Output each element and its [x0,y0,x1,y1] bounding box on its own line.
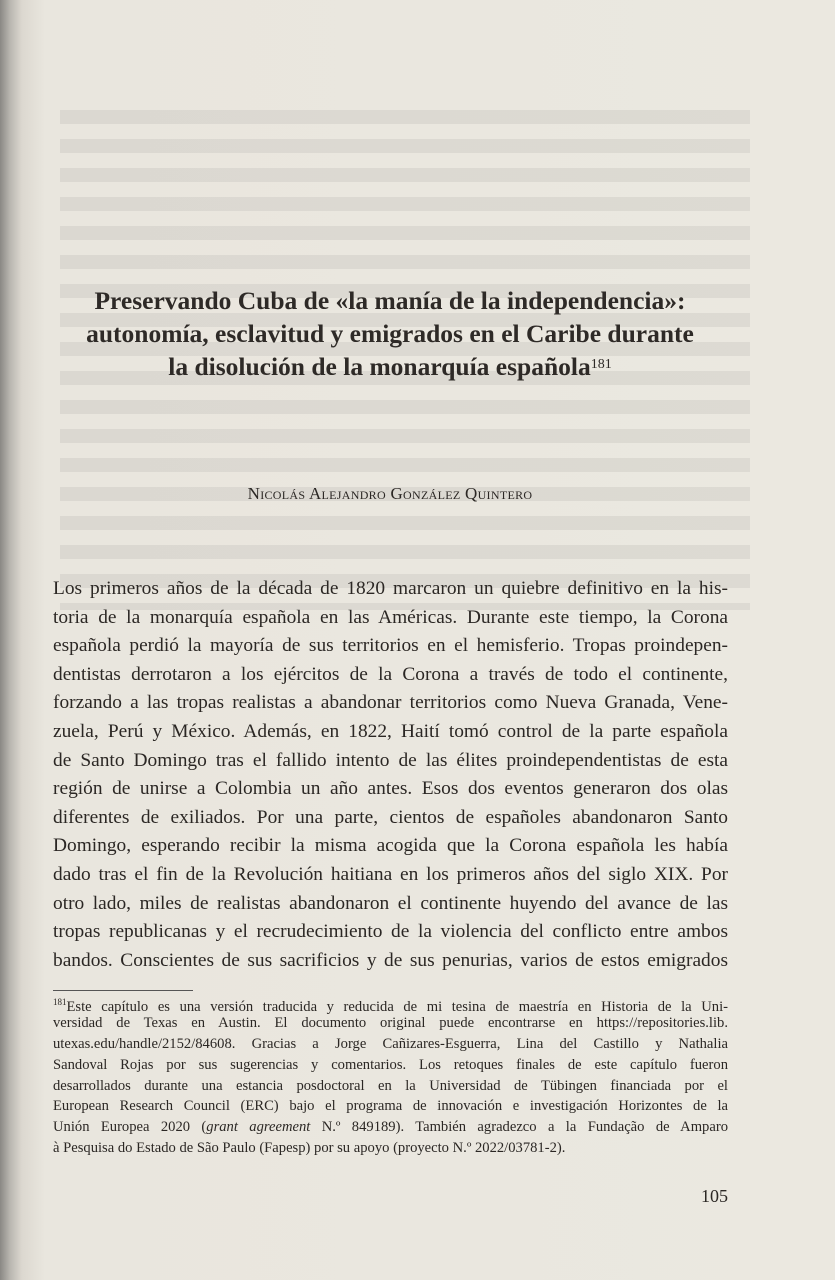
page-number: 105 [701,1186,728,1206]
body-line: dado tras el fin de la Revolución haitiana en los primeros años del siglo XIX. Por [53,863,728,885]
footnote-line [53,992,728,1013]
body-line: bandos. Conscientes de sus sacrificios y de sus penurias, varios de estos emigrados [53,949,728,971]
body-line: otro lado, miles de realistas abandonaron el continente huyendo del avance de las [53,892,728,914]
author-name: Nicolás Alejandro González Quintero [247,484,533,503]
body-line: forzando a las tropas realistas a abandonar territorios como Nueva Granada, Vene- [53,692,728,714]
footnote-line-segment: Unión Europea 2020 ( [53,1119,207,1136]
footnote-line: utexas.edu/handle/2152/84608. Gracias a Jorge Cañizares-Esguerra, Lina del Castillo y Nathalia [53,1035,728,1052]
body-line: Domingo, esperando recibir la misma acogida que la Corona española les había [53,835,728,857]
footnote-number: 181 [53,997,67,1007]
chapter-title [40,284,740,383]
footnote-line: à Pesquisa do Estado de São Paulo (Fapesp) por su apoyo (proyecto N.º 2022/03781-2). [53,1140,566,1157]
footnote-line-text: Este capítulo es una versión traducida y reducida de mi tesina de maestría en Historia de la Uni- [66,998,728,1015]
body-line: Los primeros años de la década de 1820 marcaron un quiebre definitivo en la his- [53,578,728,599]
title-line [40,350,740,383]
title-line-text: la disolución de la monarquía española [168,352,591,381]
body-line: diferentes de exiliados. Por una parte, cientos de españoles abandonaron Santo [53,806,728,828]
body-line: región de unirse a Colombia un año antes. Esos dos eventos generaron dos olas [53,778,728,800]
title-line: autonomía, esclavitud y emigrados en el Caribe durante [86,319,694,348]
body-line: toria de la monarquía española en las Américas. Durante este tiempo, la Corona [53,606,728,628]
body-line: zuela, Perú y México. Además, en 1822, Haití tomó control de la parte española [53,720,728,742]
footnote-line-segment: N.º 849189). También agradezco a la Fundação de Amparo [310,1119,728,1136]
body-line: tropas republicanas y el recrudecimiento de la violencia del conflicto entre ambos [53,921,728,943]
footnote-divider [53,990,193,991]
body-line: de Santo Domingo tras el fallido intento de las élites proindependentistas de esta [53,749,728,771]
footnote-line: Sandoval Rojas por sus sugerencias y comentarios. Los retoques finales de este capítulo fueron [53,1056,728,1073]
body-line: dentistas derrotaron a los ejércitos de la Corona a través de todo el continente, [53,663,728,685]
footnote-line [53,1117,728,1138]
footnote-line: versidad de Texas en Austin. El documento original puede encontrarse en https://repositories.lib. [53,1014,728,1031]
footnote-line: European Research Council (ERC) bajo el programa de innovación e investigación Horizontes de la [53,1098,728,1115]
footnote-line-segment: grant agreement [206,1119,311,1136]
body-line: española perdió la mayoría de sus territorios en el hemisferio. Tropas proindepen- [53,635,728,657]
footnote-ref: 181 [590,357,612,372]
body-text [53,575,728,975]
footnote [53,992,728,1159]
footnote-line: desarrollados durante una estancia posdoctoral en la Universidad de Tübingen financiada por el [53,1077,728,1094]
title-line: Preservando Cuba de «la manía de la independencia»: [94,286,686,315]
